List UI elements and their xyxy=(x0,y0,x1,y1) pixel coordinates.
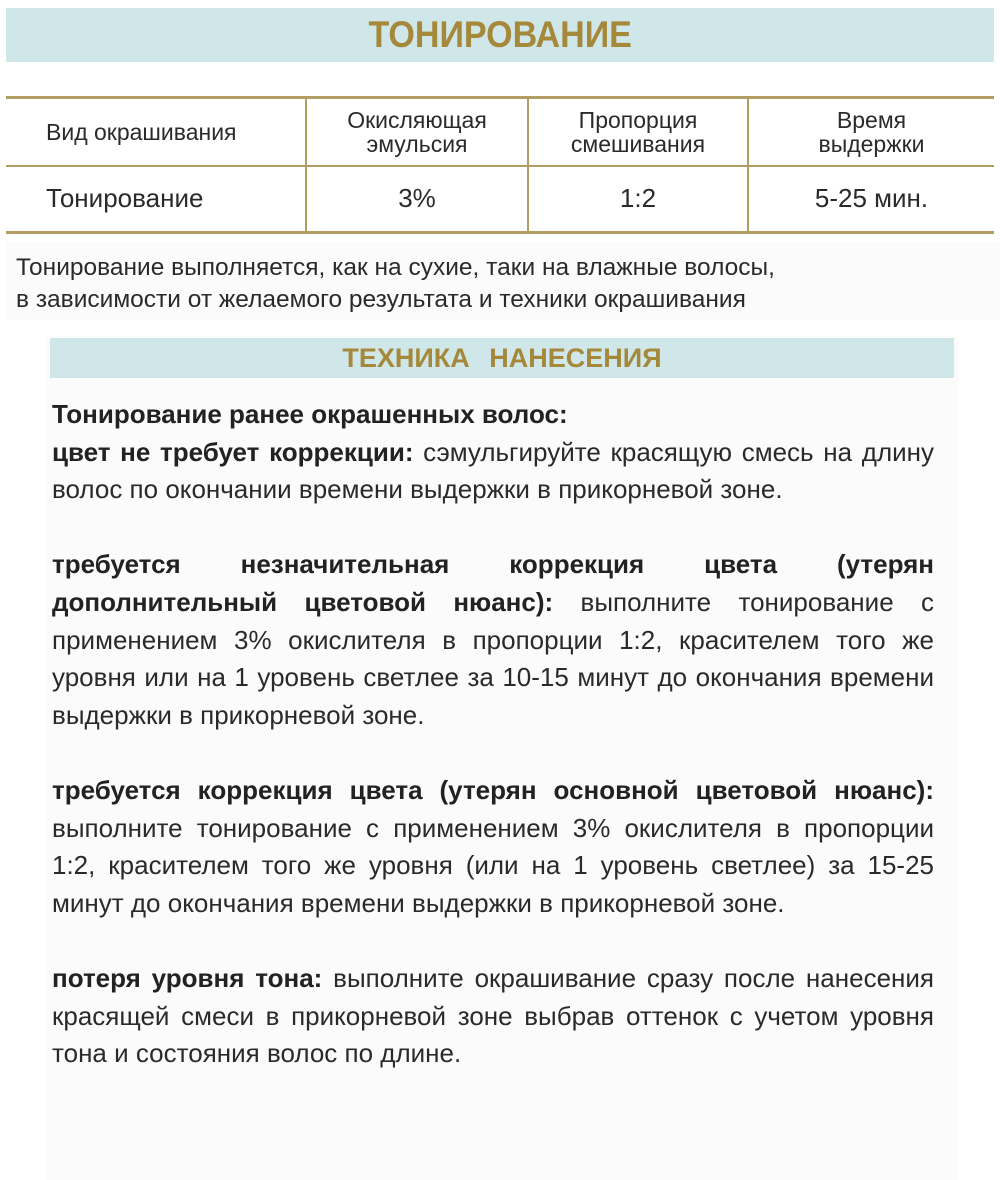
paragraph-lead: потеря уровня тона: xyxy=(52,962,323,993)
cell-type: Тонирование xyxy=(46,183,204,214)
paragraph-body: выполните тонирование с применением 3% окислителя в пропорции 1:2, красителем того же уровня или на 1 уровень светлее за 10-15 минут до окончания времени выдержки в прикорневой зоне. xyxy=(52,586,934,730)
paragraph-minor-correction xyxy=(52,546,934,734)
paragraph-body: выполните окрашивание сразу после нанесения красящей смеси в прикорневой зоне выбрав оттенок с учетом уровня тона и состояния волос по длине. xyxy=(52,962,934,1069)
cell-time: 5-25 мин. xyxy=(748,166,994,233)
cell-emulsion: 3% xyxy=(306,166,528,233)
section-banner xyxy=(50,338,954,378)
intro-line: Тонирование выполняется, как на сухие, таки на влажные волосы, xyxy=(16,254,775,281)
application-technique xyxy=(52,396,934,1073)
intro-text xyxy=(16,252,976,316)
column-header-type: Вид окрашивания xyxy=(46,118,237,145)
table-row xyxy=(6,166,994,233)
title-banner xyxy=(6,8,994,62)
column-header-time: Время выдержки xyxy=(748,98,994,166)
column-header-emulsion: Окисляющая эмульсия xyxy=(306,98,528,166)
page-title: ТОНИРОВАНИЕ xyxy=(368,14,632,55)
intro-line: в зависимости от желаемого результата и техники окрашивания xyxy=(16,286,746,313)
table-header-row xyxy=(6,98,994,166)
paragraph-correction xyxy=(52,772,934,922)
paragraph-body: выполните тонирование с применением 3% окислителя в пропорции 1:2, красителем того же уровня (или на 1 уровень светлее) за 15-25 минут до окончания времени выдержки в прикорневой зоне. xyxy=(52,812,934,918)
paragraph-lead: требуется незначительная коррекция цвета (утерян дополнительный цветовой нюанс): xyxy=(52,549,934,617)
paragraph-tone-loss xyxy=(52,960,934,1073)
paragraph-body: сэмульгируйте красящую смесь на длину волос по окончании времени выдержки в прикорневой зоне. xyxy=(52,436,934,505)
section-title: ТЕХНИКА НАНЕСЕНИЯ xyxy=(342,342,662,373)
column-header-proportion: Пропорция смешивания xyxy=(528,98,748,166)
paragraph-lead: требуется коррекция цвета (утерян основной цветовой нюанс): xyxy=(52,774,934,805)
paragraph-lead: цвет не требует коррекции: xyxy=(52,436,414,467)
paragraph-no-correction xyxy=(52,434,934,509)
subheading: Тонирование ранее окрашенных волос: xyxy=(52,399,568,429)
toning-spec-table xyxy=(6,96,994,234)
cell-proportion: 1:2 xyxy=(528,166,748,233)
